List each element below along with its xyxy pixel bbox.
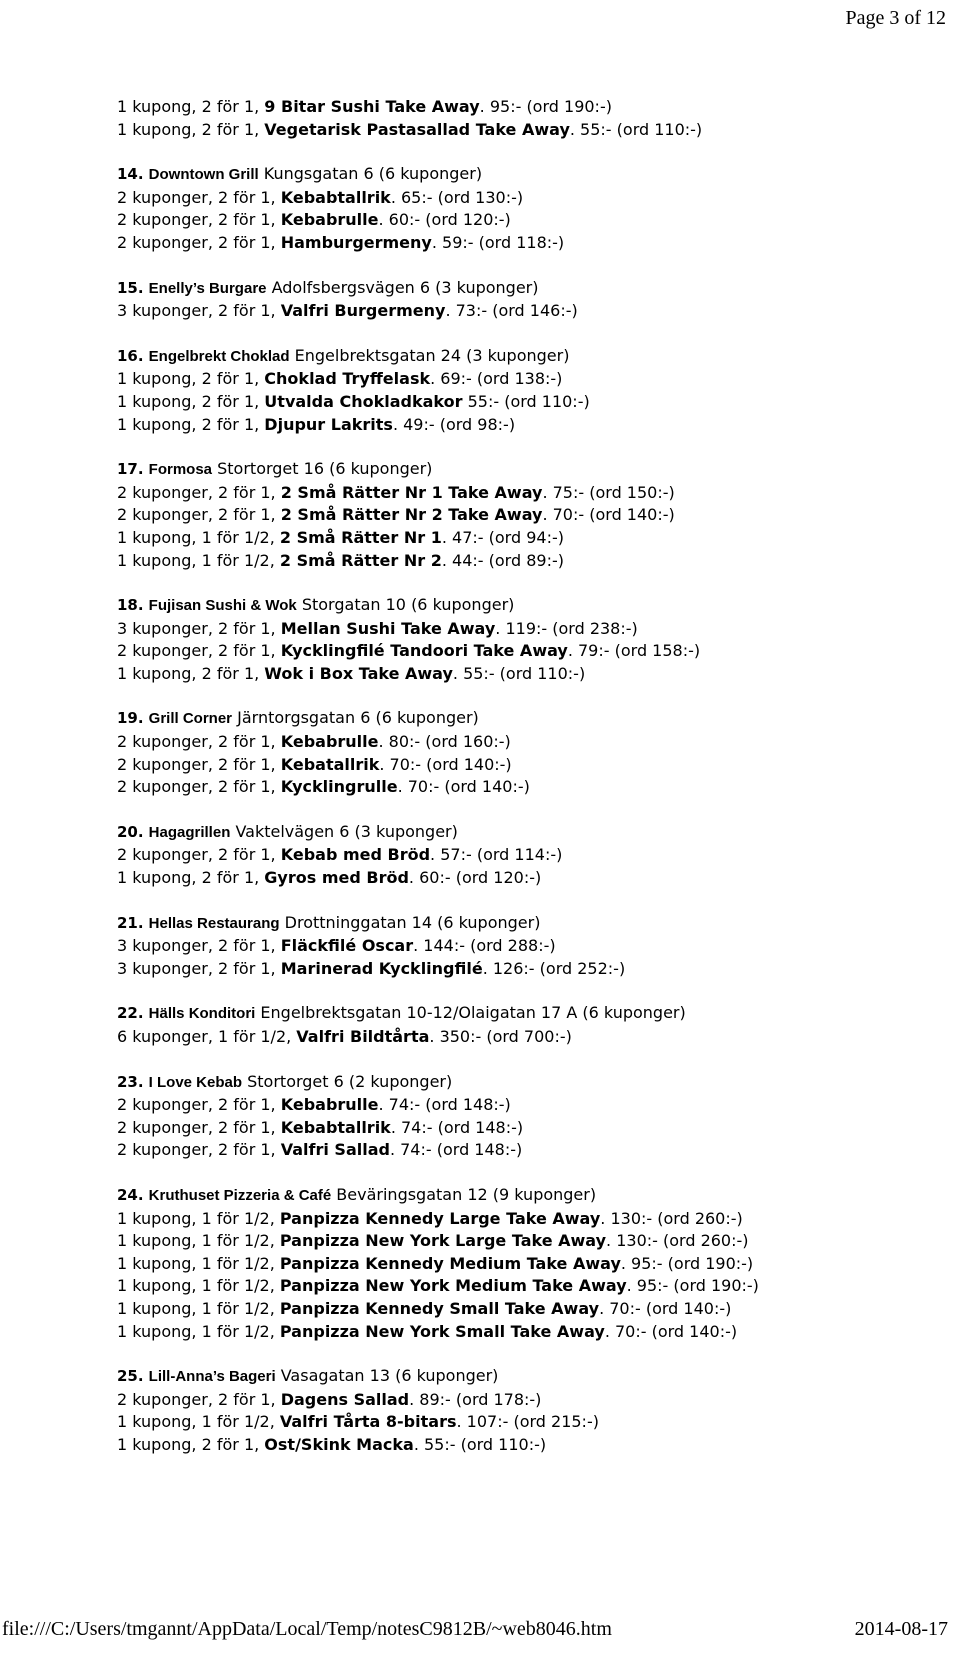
coupon-item: Kycklingfilé Tandoori Take Away <box>280 641 568 661</box>
coupon-item: Choklad Tryffelask <box>264 369 431 389</box>
coupon-line: 1 kupong, 1 för 1/2, Panpizza Kennedy Medium Take Away. 95:- (ord 190:-) <box>117 1253 754 1273</box>
coupon-line: 2 kuponger, 2 för 1, Kycklingrulle. 70:- (ord 140:-) <box>117 777 530 797</box>
coupon-line: 2 kuponger, 2 för 1, Kebatallrik. 70:- (ord 140:-) <box>117 754 512 774</box>
shop-heading <box>117 1071 937 1095</box>
entry-number: 16. <box>117 346 144 365</box>
shop-heading <box>117 912 937 936</box>
coupon-line: 1 kupong, 2 för 1, Ost/Skink Macka. 55:- (ord 110:-) <box>117 1434 547 1454</box>
coupon-line: 3 kuponger, 2 för 1, Marinerad Kycklingfilé. 126:- (ord 252:-) <box>117 958 626 978</box>
shop-heading <box>117 1002 937 1026</box>
shop-entry-21 <box>117 912 937 981</box>
coupon-item: Marinerad Kycklingfilé <box>280 958 483 978</box>
coupon-item: Utvalda Chokladkakor <box>264 391 463 411</box>
coupon-item: Kycklingrulle <box>280 777 398 797</box>
coupon-line: 6 kuponger, 1 för 1/2, Valfri Bildtårta. 350:- (ord 700:-) <box>117 1027 572 1046</box>
entry-number: 22. <box>117 1004 144 1023</box>
shop-address: Drottninggatan 14 (6 kuponger) <box>279 912 541 932</box>
entry-number: 19. <box>117 709 144 728</box>
shop-address: Storgatan 10 (6 kuponger) <box>296 595 515 615</box>
coupon-item: 2 Små Rätter Nr 1 Take Away <box>280 482 543 502</box>
coupon-line: 2 kuponger, 2 för 1, Kebabtallrik. 74:- (ord 148:-) <box>117 1117 524 1137</box>
coupon-item: 2 Små Rätter Nr 1 <box>279 527 442 547</box>
coupon-item: Kebabtallrik <box>280 187 391 207</box>
shop-heading <box>117 277 937 301</box>
coupon-line: 3 kuponger, 2 för 1, Valfri Burgermeny. 73:- (ord 146:-) <box>117 301 578 321</box>
shop-entry-22 <box>117 1002 937 1048</box>
shop-address: Vasagatan 13 (6 kuponger) <box>275 1366 499 1386</box>
coupon-item: Mellan Sushi Take Away <box>280 618 496 638</box>
coupon-item: Panpizza New York Small Take Away <box>279 1321 605 1341</box>
shop-heading <box>117 1184 937 1208</box>
coupon-item: Djupur Lakrits <box>264 414 393 434</box>
coupon-line: 2 kuponger, 2 för 1, Kebab med Bröd. 57:- (ord 114:-) <box>117 845 563 865</box>
shop-name: Downtown Grill <box>148 166 259 184</box>
coupon-item: Fläckfilé Oscar <box>280 936 414 956</box>
entry-number: 15. <box>117 278 144 297</box>
shop-address: Vaktelvägen 6 (3 kuponger) <box>230 821 458 841</box>
coupon-line: 1 kupong, 2 för 1, Djupur Lakrits. 49:- (ord 98:-) <box>117 414 516 434</box>
coupon-item: Panpizza Kennedy Medium Take Away <box>279 1253 621 1273</box>
coupon-item: 2 Små Rätter Nr 2 Take Away <box>280 505 543 525</box>
coupon-item: Panpizza Kennedy Small Take Away <box>279 1298 600 1318</box>
shop-name: Kruthuset Pizzeria & Café <box>148 1186 332 1204</box>
coupon-line: 1 kupong, 2 för 1, Wok i Box Take Away. 55:- (ord 110:-) <box>117 663 586 683</box>
shop-name: Hälls Konditori <box>148 1005 256 1023</box>
coupon-line: 2 kuponger, 2 för 1, Kebabrulle. 80:- (ord 160:-) <box>117 732 511 752</box>
page-number: Page 3 of 12 <box>845 7 946 29</box>
coupon-line: 2 kuponger, 2 för 1, Kycklingfilé Tandoori Take Away. 79:- (ord 158:-) <box>117 641 701 661</box>
shop-name: Formosa <box>148 461 213 479</box>
entry-number: 14. <box>117 165 144 184</box>
coupon-line: 1 kupong, 1 för 1/2, Panpizza New York Large Take Away. 130:- (ord 260:-) <box>117 1231 749 1251</box>
coupon-item: Panpizza New York Large Take Away <box>279 1231 607 1251</box>
entry-number: 21. <box>117 913 144 932</box>
coupon-line: 2 kuponger, 2 för 1, 2 Små Rätter Nr 2 Take Away. 70:- (ord 140:-) <box>117 505 675 525</box>
shop-heading <box>117 707 937 731</box>
coupon-item: Kebabrulle <box>280 1095 379 1115</box>
coupon-item: Gyros med Bröd <box>264 868 409 888</box>
coupon-item: Hamburgermeny <box>280 232 432 252</box>
intro-lines <box>117 96 937 141</box>
coupon-line: 2 kuponger, 2 för 1, 2 Små Rätter Nr 1 Take Away. 75:- (ord 150:-) <box>117 482 675 502</box>
shop-heading <box>117 821 937 845</box>
shop-address: Engelbrektsgatan 10-12/Olaigatan 17 A (6 kuponger) <box>255 1003 686 1023</box>
coupon-item: Vegetarisk Pastasallad Take Away <box>264 119 570 139</box>
shop-entry-14 <box>117 163 937 254</box>
coupon-item: Panpizza New York Medium Take Away <box>279 1276 627 1296</box>
coupon-line: 1 kupong, 1 för 1/2, Panpizza New York Small Take Away. 70:- (ord 140:-) <box>117 1321 738 1341</box>
shop-heading <box>117 345 937 369</box>
shop-entry-18 <box>117 594 937 685</box>
entry-number: 17. <box>117 460 144 479</box>
shop-entry-20 <box>117 821 937 890</box>
entry-number: 20. <box>117 822 144 841</box>
coupon-item: 2 Små Rätter Nr 2 <box>279 550 442 570</box>
coupon-item: Valfri Sallad <box>280 1140 390 1160</box>
coupon-line: 1 kupong, 1 för 1/2, Valfri Tårta 8-bitars. 107:- (ord 215:-) <box>117 1412 599 1432</box>
coupon-line: 1 kupong, 2 för 1, Utvalda Chokladkakor 55:- (ord 110:-) <box>117 391 590 411</box>
coupon-line: 2 kuponger, 2 för 1, Valfri Sallad. 74:- (ord 148:-) <box>117 1140 523 1160</box>
shop-address: Adolfsbergsvägen 6 (3 kuponger) <box>266 277 539 297</box>
shop-name: Engelbrekt Choklad <box>148 347 290 365</box>
coupon-line: 1 kupong, 1 för 1/2, Panpizza New York Medium Take Away. 95:- (ord 190:-) <box>117 1276 759 1296</box>
shop-address: Stortorget 16 (6 kuponger) <box>212 459 433 479</box>
coupon-line: 1 kupong, 1 för 1/2, Panpizza Kennedy Small Take Away. 70:- (ord 140:-) <box>117 1298 732 1318</box>
shop-entry-25 <box>117 1365 937 1456</box>
coupon-item: Valfri Bildtårta <box>296 1027 430 1046</box>
coupon-line: 2 kuponger, 2 för 1, Kebabtallrik. 65:- (ord 130:-) <box>117 187 524 207</box>
coupon-line: 3 kuponger, 2 för 1, Fläckfilé Oscar. 144:- (ord 288:-) <box>117 936 556 956</box>
entry-number: 18. <box>117 596 144 615</box>
coupon-line: 1 kupong, 1 för 1/2, 2 Små Rätter Nr 1. 47:- (ord 94:-) <box>117 527 564 547</box>
shop-heading <box>117 163 937 187</box>
coupon-line: 1 kupong, 1 för 1/2, Panpizza Kennedy Large Take Away. 130:- (ord 260:-) <box>117 1208 743 1228</box>
shop-address: Järntorgsgatan 6 (6 kuponger) <box>232 708 479 728</box>
shop-address: Kungsgatan 6 (6 kuponger) <box>258 164 483 184</box>
footer-file-path: file:///C:/Users/tmgannt/AppData/Local/Temp/notesC9812B/~web8046.htm <box>2 1618 612 1640</box>
coupon-line: 2 kuponger, 2 för 1, Hamburgermeny. 59:- (ord 118:-) <box>117 232 565 252</box>
coupon-item: Valfri Tårta 8-bitars <box>279 1412 457 1432</box>
shop-address: Engelbrektsgatan 24 (3 kuponger) <box>289 345 570 365</box>
shop-entry-16 <box>117 345 937 436</box>
coupon-line: 1 kupong, 2 för 1, 9 Bitar Sushi Take Away. 95:- (ord 190:-) <box>117 97 612 116</box>
shop-entry-24 <box>117 1184 937 1343</box>
coupon-item: Kebabtallrik <box>280 1117 391 1137</box>
coupon-item: Valfri Burgermeny <box>280 301 446 321</box>
coupon-list <box>117 96 937 1479</box>
coupon-line: 2 kuponger, 2 för 1, Kebabrulle. 74:- (ord 148:-) <box>117 1095 511 1115</box>
coupon-item: Wok i Box Take Away <box>264 663 453 683</box>
shop-entry-17 <box>117 458 937 572</box>
footer-date: 2014-08-17 <box>854 1618 948 1640</box>
shop-name: Hagagrillen <box>148 823 231 841</box>
shop-entry-23 <box>117 1071 937 1162</box>
entry-number: 25. <box>117 1367 144 1386</box>
coupon-item: Kebatallrik <box>280 754 380 774</box>
coupon-item: Kebabrulle <box>280 210 379 230</box>
shop-heading <box>117 1365 937 1389</box>
shop-name: Fujisan Sushi & Wok <box>148 597 297 615</box>
coupon-item: Dagens Sallad <box>280 1389 410 1409</box>
entry-number: 23. <box>117 1072 144 1091</box>
coupon-item: Kebabrulle <box>280 732 379 752</box>
coupon-line: 2 kuponger, 2 för 1, Dagens Sallad. 89:- (ord 178:-) <box>117 1389 542 1409</box>
shop-name: Hellas Restaurang <box>148 914 280 932</box>
coupon-line: 1 kupong, 1 för 1/2, 2 Små Rätter Nr 2. 44:- (ord 89:-) <box>117 550 564 570</box>
shop-heading <box>117 594 937 618</box>
coupon-line: 1 kupong, 2 för 1, Vegetarisk Pastasallad Take Away. 55:- (ord 110:-) <box>117 119 703 139</box>
shop-name: I Love Kebab <box>148 1073 243 1091</box>
entry-number: 24. <box>117 1185 144 1204</box>
shop-address: Stortorget 6 (2 kuponger) <box>242 1071 453 1091</box>
shop-address: Beväringsgatan 12 (9 kuponger) <box>331 1184 597 1204</box>
coupon-item: 9 Bitar Sushi Take Away <box>264 97 480 116</box>
coupon-item: Panpizza Kennedy Large Take Away <box>279 1208 601 1228</box>
coupon-line: 1 kupong, 2 för 1, Gyros med Bröd. 60:- (ord 120:-) <box>117 868 542 888</box>
coupon-line: 2 kuponger, 2 för 1, Kebabrulle. 60:- (ord 120:-) <box>117 210 511 230</box>
coupon-line: 3 kuponger, 2 för 1, Mellan Sushi Take Away. 119:- (ord 238:-) <box>117 618 638 638</box>
shop-heading <box>117 458 937 482</box>
coupon-line: 1 kupong, 2 för 1, Choklad Tryffelask. 69:- (ord 138:-) <box>117 369 563 389</box>
shop-name: Lill-Anna’s Bageri <box>148 1368 276 1386</box>
shop-name: Enelly’s Burgare <box>148 279 267 297</box>
shop-name: Grill Corner <box>148 710 233 728</box>
shop-entry-19 <box>117 707 937 798</box>
coupon-item: Ost/Skink Macka <box>264 1434 414 1454</box>
shop-entry-15 <box>117 277 937 323</box>
coupon-item: Kebab med Bröd <box>280 845 431 865</box>
